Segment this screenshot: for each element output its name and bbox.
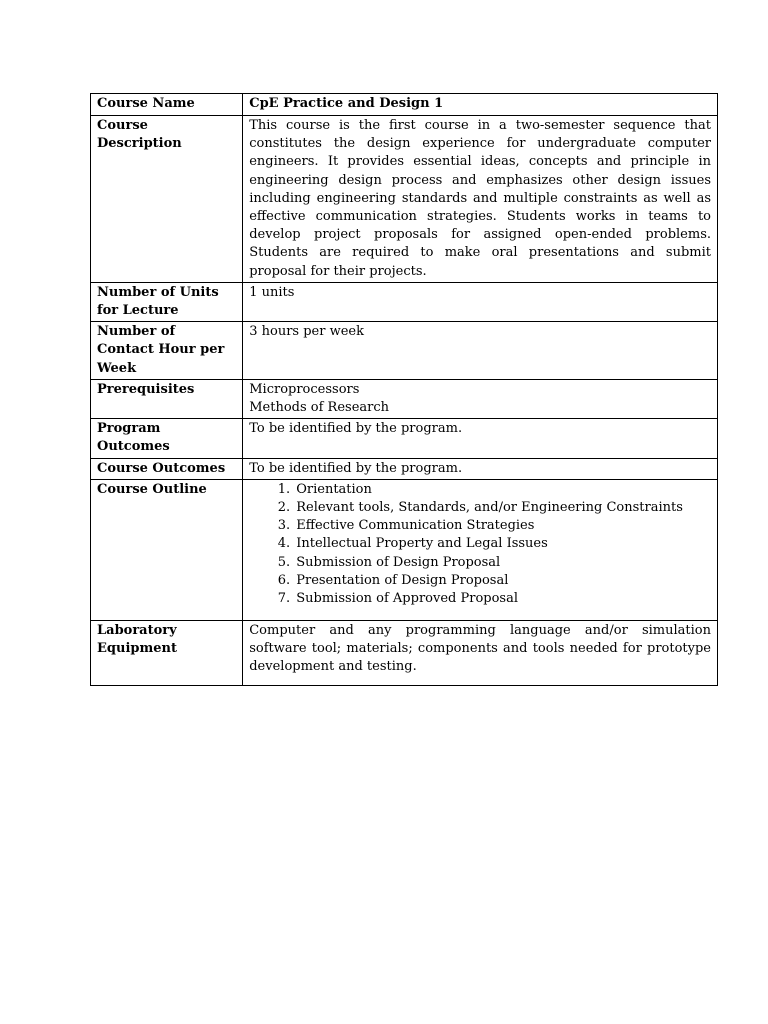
units-label xyxy=(91,282,243,321)
outline-item: 3. Effective Communication Strategies xyxy=(294,517,711,535)
row-course-outcomes xyxy=(91,458,718,479)
course-syllabus-table xyxy=(90,93,718,686)
program-outcomes-label-text: Program Outcomes xyxy=(97,421,170,455)
prerequisite-item: Methods of Research xyxy=(249,400,390,416)
prerequisite-item: Microprocessors xyxy=(249,381,360,397)
course-outline-label-text: Course Outline xyxy=(97,481,207,497)
row-contact-hours xyxy=(91,322,718,380)
contact-hours-label-text: Number of Contact Hour per Week xyxy=(97,324,225,376)
prerequisites-label-text: Prerequisites xyxy=(97,381,195,397)
course-outline-value xyxy=(243,479,718,620)
lab-equipment-value-text: Computer and any programming language and/or simulation software tool; materials; components and tools needed for prototype development and testing. xyxy=(249,622,711,675)
outline-item: 4. Intellectual Property and Legal Issues xyxy=(294,535,711,553)
row-course-name xyxy=(91,94,718,116)
outline-item: 1. Orientation xyxy=(294,481,711,499)
course-description-label-text: Course Description xyxy=(97,118,182,152)
outline-item: 5. Submission of Design Proposal xyxy=(294,554,711,572)
contact-hours-value xyxy=(243,322,718,380)
course-outcomes-label-text: Course Outcomes xyxy=(97,460,226,476)
course-outline-label xyxy=(91,479,243,620)
row-course-description xyxy=(91,116,718,283)
units-label-text: Number of Units for Lecture xyxy=(97,284,219,319)
course-outline-list xyxy=(249,481,711,608)
course-description-value xyxy=(243,116,718,283)
contact-hours-value-text: 3 hours per week xyxy=(249,324,364,340)
lab-equipment-label-text: Laboratory Equipment xyxy=(97,622,177,657)
row-program-outcomes xyxy=(91,419,718,458)
course-name-label xyxy=(91,94,243,116)
units-value xyxy=(243,282,718,321)
outline-item: 6. Presentation of Design Proposal xyxy=(294,572,711,590)
lab-equipment-value xyxy=(243,620,718,685)
program-outcomes-value-text: To be identified by the program. xyxy=(249,421,463,437)
course-outcomes-value-text: To be identified by the program. xyxy=(249,460,463,476)
course-name-value xyxy=(243,94,718,116)
row-course-outline xyxy=(91,479,718,620)
prerequisites-value xyxy=(243,379,718,418)
course-description-text: This course is the first course in a two-semester sequence that constitutes the design experience for undergraduate computer engineers. It provides essential ideas, concepts and principle in engineering design process and emphasizes other design issues including engineering standards and multiple constraints as well as effective communication strategies. Students works in teams to develop project proposals for assigned open-ended problems. Students are required to make oral presentations and submit proposal for their projects. xyxy=(249,118,711,279)
course-outcomes-label xyxy=(91,458,243,479)
row-lab-equipment xyxy=(91,620,718,685)
course-name-label-text: Course Name xyxy=(97,96,195,111)
prerequisites-label xyxy=(91,379,243,418)
contact-hours-label xyxy=(91,322,243,380)
program-outcomes-label xyxy=(91,419,243,458)
course-outcomes-value xyxy=(243,458,718,479)
course-description-label xyxy=(91,116,243,283)
outline-item: 7. Submission of Approved Proposal xyxy=(294,590,711,608)
row-prerequisites xyxy=(91,379,718,418)
units-value-text: 1 units xyxy=(249,284,295,300)
outline-item: 2. Relevant tools, Standards, and/or Engineering Constraints xyxy=(294,499,711,517)
course-name-value-text: CpE Practice and Design 1 xyxy=(249,96,444,111)
row-units xyxy=(91,282,718,321)
program-outcomes-value xyxy=(243,419,718,458)
lab-equipment-label xyxy=(91,620,243,685)
